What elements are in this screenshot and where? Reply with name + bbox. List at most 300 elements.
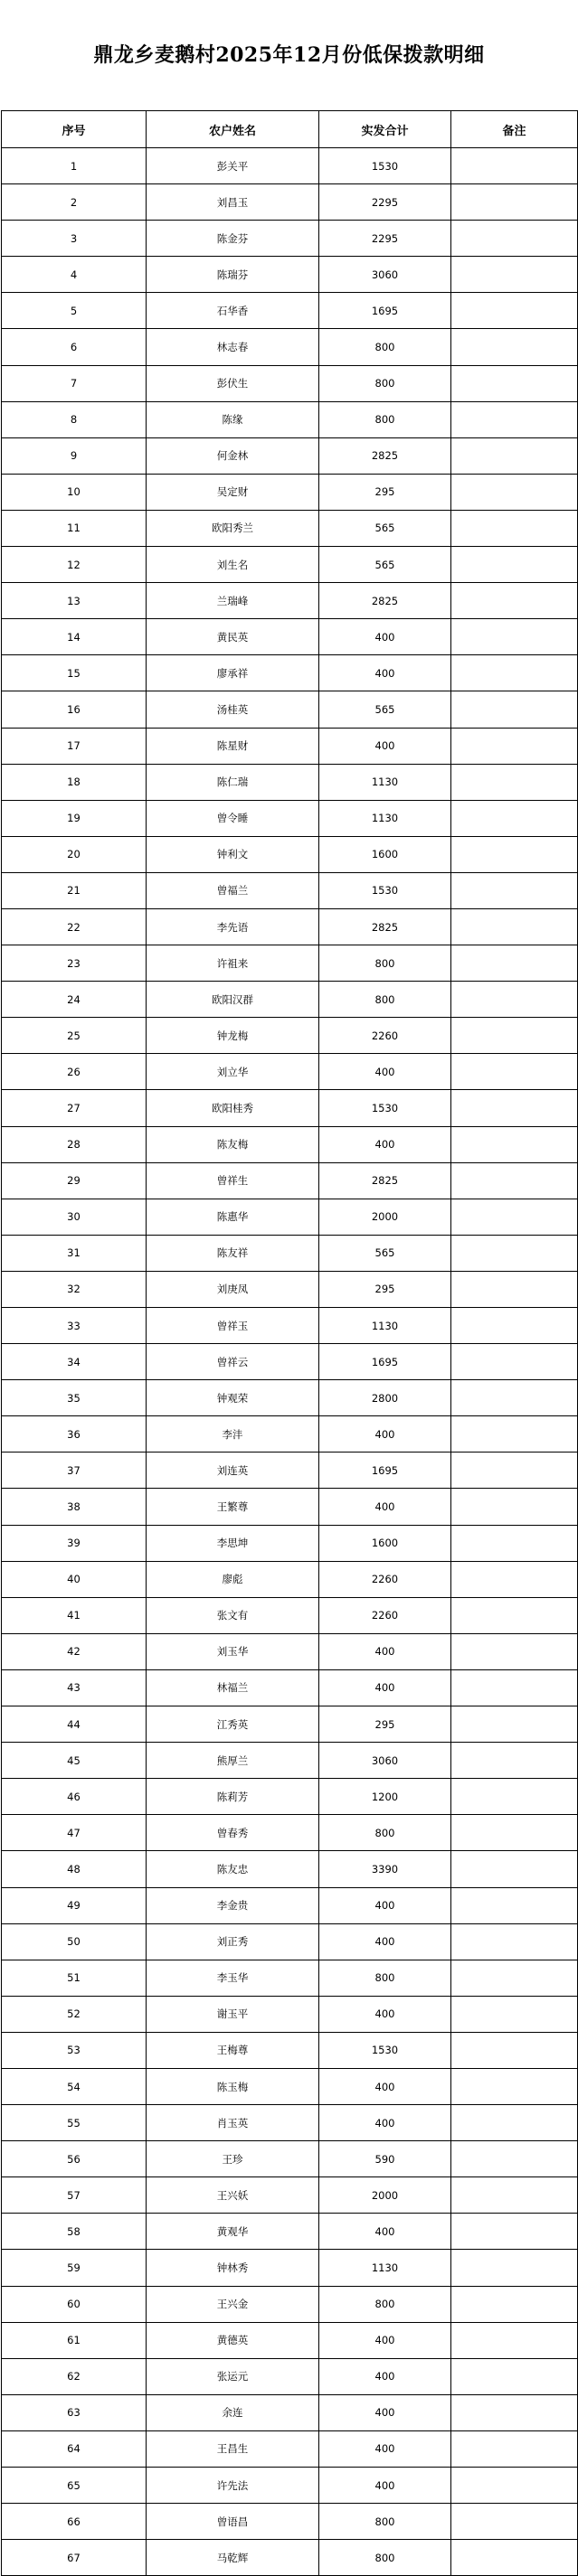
- cell-farmer-name: 肖玉英: [147, 2105, 319, 2141]
- table-row: [2, 2032, 578, 2068]
- cell-serial-number: 51: [2, 1960, 147, 1996]
- cell-remarks: [451, 2214, 578, 2250]
- cell-serial-number: 1: [2, 148, 147, 184]
- cell-amount-total: 800: [319, 945, 451, 982]
- cell-serial-number: 21: [2, 872, 147, 908]
- table-row: [2, 365, 578, 401]
- cell-farmer-name: 李思坤: [147, 1525, 319, 1561]
- cell-amount-total: 400: [319, 1416, 451, 1453]
- cell-farmer-name: 汤桂英: [147, 691, 319, 728]
- cell-remarks: [451, 329, 578, 365]
- cell-serial-number: 11: [2, 510, 147, 546]
- cell-farmer-name: 陈金芬: [147, 221, 319, 257]
- cell-remarks: [451, 221, 578, 257]
- cell-serial-number: 36: [2, 1416, 147, 1453]
- cell-amount-total: 400: [319, 1489, 451, 1525]
- cell-farmer-name: 熊厚兰: [147, 1743, 319, 1779]
- cell-farmer-name: 曾福兰: [147, 872, 319, 908]
- cell-serial-number: 44: [2, 1706, 147, 1743]
- cell-farmer-name: 陈瑞芬: [147, 257, 319, 293]
- table-row: [2, 1344, 578, 1380]
- cell-farmer-name: 曾祥云: [147, 1344, 319, 1380]
- cell-farmer-name: 石华香: [147, 293, 319, 329]
- cell-amount-total: 400: [319, 2322, 451, 2358]
- cell-amount-total: 800: [319, 365, 451, 401]
- cell-farmer-name: 李玉华: [147, 1960, 319, 1996]
- cell-remarks: [451, 1851, 578, 1887]
- table-row: [2, 872, 578, 908]
- cell-farmer-name: 刘连英: [147, 1453, 319, 1489]
- header-farmer-name: 农户姓名: [147, 111, 319, 148]
- cell-serial-number: 61: [2, 2322, 147, 2358]
- table-row: [2, 1308, 578, 1344]
- cell-serial-number: 33: [2, 1308, 147, 1344]
- cell-serial-number: 14: [2, 619, 147, 655]
- cell-farmer-name: 钟龙梅: [147, 1018, 319, 1054]
- cell-amount-total: 295: [319, 474, 451, 510]
- table-row: [2, 2250, 578, 2286]
- table-row: [2, 2214, 578, 2250]
- cell-remarks: [451, 1996, 578, 2032]
- cell-serial-number: 49: [2, 1887, 147, 1923]
- table-row: [2, 2141, 578, 2177]
- cell-remarks: [451, 1815, 578, 1851]
- cell-farmer-name: 陈玉梅: [147, 2068, 319, 2104]
- table-row: [2, 1779, 578, 1815]
- cell-remarks: [451, 1743, 578, 1779]
- allowance-table: [1, 110, 578, 2576]
- cell-remarks: [451, 583, 578, 619]
- cell-serial-number: 52: [2, 1996, 147, 2032]
- cell-serial-number: 10: [2, 474, 147, 510]
- cell-serial-number: 58: [2, 2214, 147, 2250]
- cell-farmer-name: 许先法: [147, 2468, 319, 2504]
- cell-serial-number: 31: [2, 1235, 147, 1271]
- cell-remarks: [451, 2430, 578, 2467]
- table-row: [2, 2394, 578, 2430]
- cell-serial-number: 40: [2, 1561, 147, 1597]
- cell-farmer-name: 欧阳秀兰: [147, 510, 319, 546]
- cell-farmer-name: 陈惠华: [147, 1199, 319, 1235]
- cell-remarks: [451, 2105, 578, 2141]
- table-row: [2, 1851, 578, 1887]
- table-row: [2, 619, 578, 655]
- cell-farmer-name: 王珍: [147, 2141, 319, 2177]
- table-row: [2, 221, 578, 257]
- cell-farmer-name: 陈星财: [147, 728, 319, 764]
- header-serial-number: 序号: [2, 111, 147, 148]
- cell-serial-number: 67: [2, 2540, 147, 2576]
- table-row: [2, 800, 578, 836]
- table-row: [2, 908, 578, 945]
- cell-amount-total: 2260: [319, 1561, 451, 1597]
- table-row: [2, 401, 578, 437]
- cell-farmer-name: 曾祥玉: [147, 1308, 319, 1344]
- cell-farmer-name: 欧阳汉群: [147, 982, 319, 1018]
- table-row: [2, 1054, 578, 1090]
- cell-amount-total: 565: [319, 547, 451, 583]
- header-amount-total: 实发合计: [319, 111, 451, 148]
- cell-serial-number: 22: [2, 908, 147, 945]
- cell-serial-number: 39: [2, 1525, 147, 1561]
- cell-amount-total: 565: [319, 510, 451, 546]
- cell-farmer-name: 黄观华: [147, 2214, 319, 2250]
- cell-farmer-name: 许祖来: [147, 945, 319, 982]
- cell-remarks: [451, 872, 578, 908]
- cell-amount-total: 400: [319, 1887, 451, 1923]
- cell-amount-total: 1530: [319, 2032, 451, 2068]
- cell-serial-number: 63: [2, 2394, 147, 2430]
- table-row: [2, 2322, 578, 2358]
- cell-remarks: [451, 1669, 578, 1706]
- cell-remarks: [451, 836, 578, 872]
- cell-serial-number: 37: [2, 1453, 147, 1489]
- table-row: [2, 2540, 578, 2576]
- cell-remarks: [451, 619, 578, 655]
- cell-remarks: [451, 401, 578, 437]
- cell-serial-number: 13: [2, 583, 147, 619]
- cell-farmer-name: 李金贵: [147, 1887, 319, 1923]
- cell-amount-total: 2260: [319, 1597, 451, 1633]
- cell-remarks: [451, 1416, 578, 1453]
- table-row: [2, 1923, 578, 1960]
- table-row: [2, 1489, 578, 1525]
- cell-amount-total: 1130: [319, 2250, 451, 2286]
- cell-farmer-name: 陈莉芳: [147, 1779, 319, 1815]
- cell-remarks: [451, 691, 578, 728]
- table-row: [2, 1561, 578, 1597]
- cell-serial-number: 26: [2, 1054, 147, 1090]
- cell-amount-total: 565: [319, 691, 451, 728]
- cell-amount-total: 2260: [319, 1018, 451, 1054]
- cell-remarks: [451, 2468, 578, 2504]
- cell-serial-number: 57: [2, 2177, 147, 2214]
- table-row: [2, 1815, 578, 1851]
- cell-amount-total: 1130: [319, 800, 451, 836]
- cell-amount-total: 2000: [319, 1199, 451, 1235]
- cell-amount-total: 1695: [319, 1453, 451, 1489]
- cell-amount-total: 400: [319, 728, 451, 764]
- table-row: [2, 2177, 578, 2214]
- cell-serial-number: 28: [2, 1126, 147, 1162]
- cell-serial-number: 56: [2, 2141, 147, 2177]
- cell-farmer-name: 张运元: [147, 2358, 319, 2394]
- cell-amount-total: 1600: [319, 836, 451, 872]
- cell-amount-total: 400: [319, 2394, 451, 2430]
- cell-farmer-name: 陈仁瑞: [147, 764, 319, 800]
- cell-remarks: [451, 1380, 578, 1416]
- cell-farmer-name: 廖承祥: [147, 655, 319, 691]
- cell-amount-total: 1600: [319, 1525, 451, 1561]
- table-row: [2, 691, 578, 728]
- cell-amount-total: 1130: [319, 1308, 451, 1344]
- cell-amount-total: 2295: [319, 221, 451, 257]
- table-row: [2, 437, 578, 474]
- cell-farmer-name: 王梅尊: [147, 2032, 319, 2068]
- cell-farmer-name: 李沣: [147, 1416, 319, 1453]
- cell-farmer-name: 王兴金: [147, 2286, 319, 2322]
- cell-serial-number: 20: [2, 836, 147, 872]
- cell-farmer-name: 刘昌玉: [147, 184, 319, 221]
- cell-serial-number: 41: [2, 1597, 147, 1633]
- cell-remarks: [451, 2286, 578, 2322]
- cell-remarks: [451, 1199, 578, 1235]
- cell-remarks: [451, 982, 578, 1018]
- cell-amount-total: 3390: [319, 1851, 451, 1887]
- cell-amount-total: 400: [319, 1669, 451, 1706]
- cell-remarks: [451, 2032, 578, 2068]
- cell-farmer-name: 钟利文: [147, 836, 319, 872]
- cell-amount-total: 1530: [319, 872, 451, 908]
- cell-farmer-name: 曾令睡: [147, 800, 319, 836]
- cell-remarks: [451, 1018, 578, 1054]
- cell-amount-total: 400: [319, 1923, 451, 1960]
- table-row: [2, 1126, 578, 1162]
- cell-serial-number: 38: [2, 1489, 147, 1525]
- cell-farmer-name: 黄民英: [147, 619, 319, 655]
- cell-remarks: [451, 2141, 578, 2177]
- cell-remarks: [451, 1162, 578, 1199]
- cell-amount-total: 2000: [319, 2177, 451, 2214]
- table-row: [2, 1416, 578, 1453]
- cell-serial-number: 6: [2, 329, 147, 365]
- cell-farmer-name: 张文有: [147, 1597, 319, 1633]
- cell-remarks: [451, 1308, 578, 1344]
- table-row: [2, 1743, 578, 1779]
- cell-remarks: [451, 293, 578, 329]
- cell-serial-number: 54: [2, 2068, 147, 2104]
- table-body: [2, 148, 578, 2576]
- cell-amount-total: 590: [319, 2141, 451, 2177]
- cell-farmer-name: 欧阳桂秀: [147, 1090, 319, 1126]
- cell-remarks: [451, 1779, 578, 1815]
- cell-serial-number: 66: [2, 2504, 147, 2540]
- cell-amount-total: 3060: [319, 1743, 451, 1779]
- table-row: [2, 148, 578, 184]
- cell-serial-number: 59: [2, 2250, 147, 2286]
- cell-amount-total: 295: [319, 1706, 451, 1743]
- table-row: [2, 1960, 578, 1996]
- cell-amount-total: 800: [319, 1960, 451, 1996]
- table-row: [2, 1996, 578, 2032]
- cell-remarks: [451, 1489, 578, 1525]
- cell-farmer-name: 黄德英: [147, 2322, 319, 2358]
- cell-farmer-name: 兰瑞峰: [147, 583, 319, 619]
- table-row: [2, 2504, 578, 2540]
- cell-amount-total: 800: [319, 401, 451, 437]
- cell-serial-number: 34: [2, 1344, 147, 1380]
- cell-amount-total: 400: [319, 1996, 451, 2032]
- cell-amount-total: 1695: [319, 1344, 451, 1380]
- table-row: [2, 2068, 578, 2104]
- cell-farmer-name: 刘庚凤: [147, 1271, 319, 1307]
- table-row: [2, 728, 578, 764]
- table-row: [2, 1633, 578, 1669]
- header-remarks: 备注: [451, 111, 578, 148]
- cell-farmer-name: 陈友梅: [147, 1126, 319, 1162]
- cell-amount-total: 2800: [319, 1380, 451, 1416]
- cell-amount-total: 2825: [319, 1162, 451, 1199]
- table-row: [2, 293, 578, 329]
- cell-serial-number: 60: [2, 2286, 147, 2322]
- cell-amount-total: 400: [319, 1633, 451, 1669]
- table-row: [2, 329, 578, 365]
- cell-farmer-name: 刘正秀: [147, 1923, 319, 1960]
- cell-serial-number: 25: [2, 1018, 147, 1054]
- cell-amount-total: 565: [319, 1235, 451, 1271]
- cell-remarks: [451, 2504, 578, 2540]
- cell-serial-number: 7: [2, 365, 147, 401]
- cell-remarks: [451, 2322, 578, 2358]
- cell-farmer-name: 王昌生: [147, 2430, 319, 2467]
- table-row: [2, 2358, 578, 2394]
- cell-farmer-name: 陈友忠: [147, 1851, 319, 1887]
- cell-remarks: [451, 1344, 578, 1380]
- cell-amount-total: 400: [319, 1054, 451, 1090]
- cell-serial-number: 12: [2, 547, 147, 583]
- table-row: [2, 547, 578, 583]
- cell-amount-total: 800: [319, 2504, 451, 2540]
- table-row: [2, 836, 578, 872]
- cell-amount-total: 1695: [319, 293, 451, 329]
- cell-serial-number: 9: [2, 437, 147, 474]
- cell-serial-number: 30: [2, 1199, 147, 1235]
- table-row: [2, 1018, 578, 1054]
- cell-farmer-name: 陈缘: [147, 401, 319, 437]
- cell-remarks: [451, 1561, 578, 1597]
- cell-remarks: [451, 257, 578, 293]
- cell-amount-total: 800: [319, 1815, 451, 1851]
- cell-serial-number: 46: [2, 1779, 147, 1815]
- cell-serial-number: 53: [2, 2032, 147, 2068]
- cell-farmer-name: 林志春: [147, 329, 319, 365]
- cell-remarks: [451, 547, 578, 583]
- cell-farmer-name: 钟观荣: [147, 1380, 319, 1416]
- table-row: [2, 1235, 578, 1271]
- cell-remarks: [451, 2250, 578, 2286]
- cell-remarks: [451, 1923, 578, 1960]
- table-row: [2, 2468, 578, 2504]
- cell-serial-number: 2: [2, 184, 147, 221]
- table-row: [2, 257, 578, 293]
- cell-amount-total: 800: [319, 982, 451, 1018]
- table-row: [2, 1271, 578, 1307]
- cell-farmer-name: 刘生名: [147, 547, 319, 583]
- cell-serial-number: 8: [2, 401, 147, 437]
- cell-serial-number: 65: [2, 2468, 147, 2504]
- table-row: [2, 1090, 578, 1126]
- cell-amount-total: 2825: [319, 583, 451, 619]
- cell-remarks: [451, 2358, 578, 2394]
- cell-serial-number: 42: [2, 1633, 147, 1669]
- table-row: [2, 2286, 578, 2322]
- table-row: [2, 474, 578, 510]
- cell-serial-number: 62: [2, 2358, 147, 2394]
- cell-serial-number: 48: [2, 1851, 147, 1887]
- table-row: [2, 1453, 578, 1489]
- cell-serial-number: 24: [2, 982, 147, 1018]
- table-row: [2, 1525, 578, 1561]
- cell-amount-total: 2295: [319, 184, 451, 221]
- cell-farmer-name: 何金林: [147, 437, 319, 474]
- cell-serial-number: 18: [2, 764, 147, 800]
- cell-farmer-name: 廖彪: [147, 1561, 319, 1597]
- cell-amount-total: 400: [319, 1126, 451, 1162]
- table-row: [2, 764, 578, 800]
- cell-remarks: [451, 1633, 578, 1669]
- cell-farmer-name: 曾语昌: [147, 2504, 319, 2540]
- cell-amount-total: 2825: [319, 908, 451, 945]
- table-row: [2, 1380, 578, 1416]
- cell-serial-number: 23: [2, 945, 147, 982]
- cell-farmer-name: 谢玉平: [147, 1996, 319, 2032]
- cell-serial-number: 50: [2, 1923, 147, 1960]
- cell-remarks: [451, 184, 578, 221]
- document-title: 鼎龙乡麦鹅村2025年12月份低保拨款明细: [93, 43, 485, 67]
- cell-amount-total: 1530: [319, 1090, 451, 1126]
- cell-farmer-name: 彭关平: [147, 148, 319, 184]
- cell-farmer-name: 李先语: [147, 908, 319, 945]
- cell-farmer-name: 吴定财: [147, 474, 319, 510]
- cell-amount-total: 400: [319, 619, 451, 655]
- cell-remarks: [451, 800, 578, 836]
- cell-farmer-name: 王兴妖: [147, 2177, 319, 2214]
- cell-amount-total: 1130: [319, 764, 451, 800]
- table-row: [2, 510, 578, 546]
- cell-farmer-name: 王繁尊: [147, 1489, 319, 1525]
- cell-remarks: [451, 655, 578, 691]
- cell-remarks: [451, 510, 578, 546]
- cell-farmer-name: 余连: [147, 2394, 319, 2430]
- cell-remarks: [451, 1525, 578, 1561]
- cell-serial-number: 16: [2, 691, 147, 728]
- cell-remarks: [451, 1235, 578, 1271]
- cell-farmer-name: 马乾辉: [147, 2540, 319, 2576]
- cell-remarks: [451, 2394, 578, 2430]
- cell-remarks: [451, 945, 578, 982]
- cell-amount-total: 295: [319, 1271, 451, 1307]
- cell-remarks: [451, 2068, 578, 2104]
- cell-serial-number: 17: [2, 728, 147, 764]
- cell-remarks: [451, 148, 578, 184]
- table-row: [2, 2105, 578, 2141]
- cell-remarks: [451, 1054, 578, 1090]
- cell-serial-number: 55: [2, 2105, 147, 2141]
- cell-farmer-name: 陈友祥: [147, 1235, 319, 1271]
- cell-amount-total: 400: [319, 2214, 451, 2250]
- cell-serial-number: 32: [2, 1271, 147, 1307]
- cell-serial-number: 4: [2, 257, 147, 293]
- cell-remarks: [451, 728, 578, 764]
- cell-amount-total: 400: [319, 655, 451, 691]
- table-row: [2, 1199, 578, 1235]
- cell-remarks: [451, 1960, 578, 1996]
- cell-amount-total: 3060: [319, 257, 451, 293]
- table-row: [2, 1887, 578, 1923]
- table-row: [2, 655, 578, 691]
- cell-farmer-name: 彭伏生: [147, 365, 319, 401]
- cell-amount-total: 400: [319, 2105, 451, 2141]
- table-row: [2, 1669, 578, 1706]
- cell-serial-number: 5: [2, 293, 147, 329]
- cell-amount-total: 1530: [319, 148, 451, 184]
- cell-remarks: [451, 764, 578, 800]
- cell-serial-number: 64: [2, 2430, 147, 2467]
- cell-amount-total: 400: [319, 2068, 451, 2104]
- cell-remarks: [451, 1126, 578, 1162]
- cell-serial-number: 27: [2, 1090, 147, 1126]
- cell-remarks: [451, 1453, 578, 1489]
